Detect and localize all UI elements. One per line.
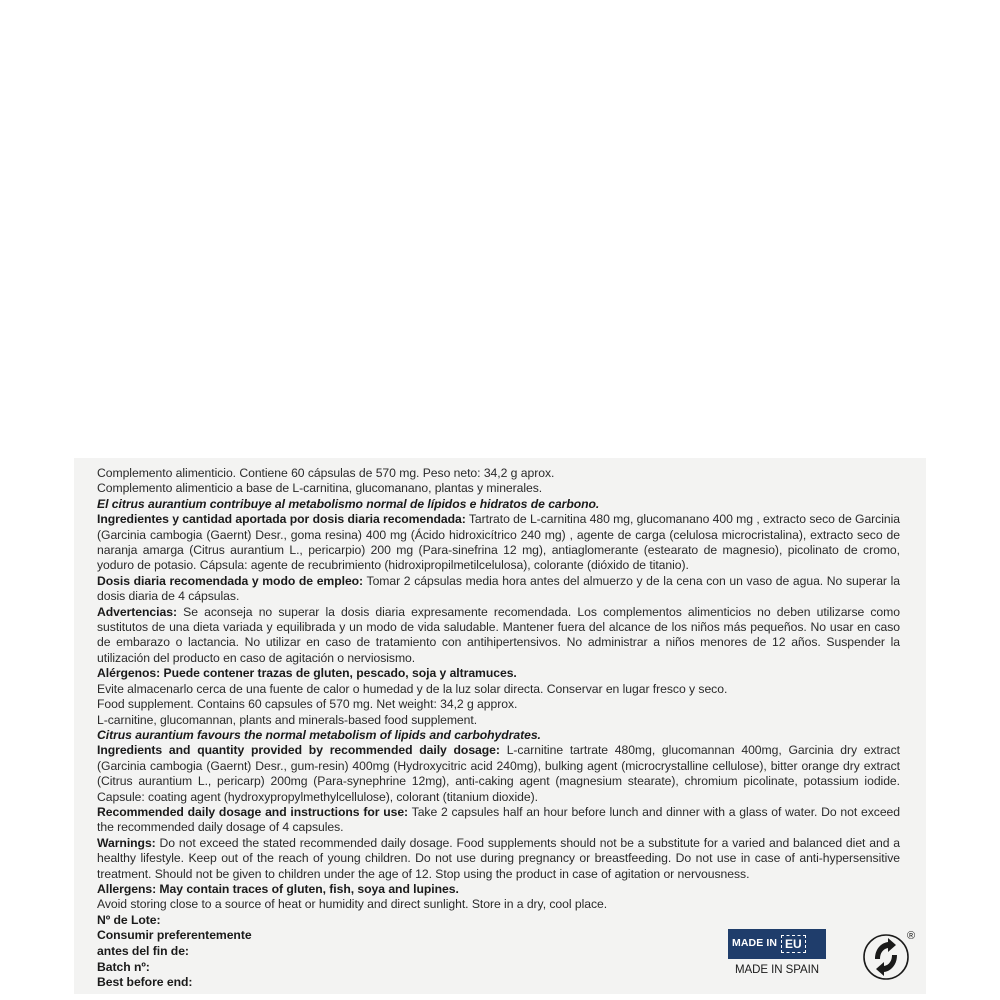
es-warnings-label: Advertencias: bbox=[97, 604, 177, 619]
en-dosage-text: Take 2 capsules half an hour before lunch and dinner with a glass of water. Do not exceed the recommended daily dosage of 4 capsules. bbox=[97, 804, 901, 835]
es-description: Complemento alimenticio. Contiene 60 cápsulas de 570 mg. Peso neto: 34,2 g aprox. bbox=[97, 466, 555, 480]
en-composition: L-carnitine, glucomannan, plants and minerals-based food supplement. bbox=[97, 712, 478, 727]
en-ingredients-text: L-carnitine tartrate 480mg, glucomannan 400mg, Garcinia dry extract (Garcinia cambogia (Gaernt) Desr., gum-resin) 400mg (Hydroxycitric acid 240mg), bulking agent (microcrystalline cellulose), bitter orange dry extract (Citrus aurantium L., pericarp) 200mg (Para-synephrine 12mg), anti-caking agent (magnesium stearate), chromium picolinate, potassium iodide. Capsule: coating agent (hydroxypropylmethylcellulose), colorant (titanium dioxide). bbox=[97, 743, 900, 804]
en-warnings-label: Warnings: bbox=[97, 835, 156, 850]
label-text bbox=[97, 466, 915, 993]
en-ingredients-label: Ingredients and quantity provided by recommended daily dosage: bbox=[97, 743, 500, 758]
es-composition: Complemento alimenticio a base de L-carnitina, glucomanano, plantas y minerales. bbox=[97, 481, 543, 496]
es-health-claim: El citrus aurantium contribuye al metabolismo normal de lípidos e hidratos de carbono. bbox=[97, 496, 600, 511]
en-description: Food supplement. Contains 60 capsules of 570 mg. Net weight: 34,2 g approx. bbox=[97, 697, 518, 712]
en-warnings-text: Do not exceed the stated recommended daily dosage. Food supplements should not be a substitute for a varied and balanced diet and a healthy lifestyle. Keep out of the reach of young children. Do not use during pregnancy or breastfeeding. Do not use in case of anti-hypersensitive treatment. Should not be given to children under the age of 12. Stop using the product in case of agitation or nervousness. bbox=[97, 835, 900, 881]
product-label-panel bbox=[74, 458, 926, 994]
made-in-eu-badge bbox=[728, 929, 826, 978]
en-storage: Avoid storing close to a source of heat or humidity and direct sunlight. Store in a dry, cool place. bbox=[97, 897, 608, 912]
es-dosage bbox=[97, 574, 900, 605]
eu-badge-box bbox=[728, 929, 826, 959]
consume-before-label: Consumir preferentemente bbox=[97, 928, 252, 943]
es-warnings bbox=[97, 605, 900, 667]
es-ingredients bbox=[97, 512, 900, 574]
batch-number-label: Batch nº: bbox=[97, 959, 150, 974]
lot-number-label: Nº de Lote: bbox=[97, 912, 161, 927]
made-in-spain-text: MADE IN SPAIN bbox=[734, 963, 820, 976]
consume-before-label-2: antes del fin de: bbox=[97, 943, 189, 958]
made-in-text: MADE IN bbox=[732, 937, 778, 950]
en-dosage-label: Recommended daily dosage and instructions for use: bbox=[97, 804, 409, 819]
es-ingredients-text: Tartrato de L-carnitina 480 mg, glucomanano 400 mg , extracto seco de Garcinia (Garcinia cambogia (Gaernt) Desr., goma resina) 400 mg (Ácido hidroxicítrico 240 mg) , agente de carga (celulosa microcristalina), extracto seco de naranja amarga (Citrus aurantium L., pericarpio) 200 mg (Para-sinefrina 12 mg), antiaglomerante (estearato de magnesio), picolinato de cromo, yoduro de potasio. Cápsula: agente de recubrimiento (hidroxipropilmetilcelulosa), colorante (dióxido de titanio). bbox=[97, 512, 900, 573]
label-footer bbox=[97, 912, 915, 993]
green-dot-recycling-icon bbox=[863, 929, 915, 981]
en-warnings bbox=[97, 836, 900, 882]
en-health-claim: Citrus aurantium favours the normal metabolism of lipids and carbohydrates. bbox=[97, 727, 541, 742]
es-warnings-text: Se aconseja no superar la dosis diaria expresamente recomendada. Los complementos alimenticios no deben utilizarse como sustitutos de una dieta variada y equilibrada y un modo de vida saludable. Mantener fuera del alcance de los niños más pequeños. No usar en caso de embarazo o lactancia. No utilizar en caso de tratamiento con antihipertensivos. No administrar a niños menores de 12 años. Suspender la utilización del producto en caso de agitación o nerviosismo. bbox=[97, 604, 900, 665]
es-dosage-text: Tomar 2 cápsulas media hora antes del almuerzo y de la cena con un vaso de agua. No superar la dosis diaria de 4 cápsulas. bbox=[97, 573, 900, 604]
es-dosage-label: Dosis diaria recomendada y modo de empleo: bbox=[97, 573, 364, 588]
registered-mark: ® bbox=[907, 929, 915, 942]
en-allergens: Allergens: May contain traces of gluten, fish, soya and lupines. bbox=[97, 881, 459, 896]
best-before-label: Best before end: bbox=[97, 975, 193, 990]
es-ingredients-label: Ingredientes y cantidad aportada por dosis diaria recomendada: bbox=[97, 512, 466, 527]
es-allergens: Alérgenos: Puede contener trazas de gluten, pescado, soja y altramuces. bbox=[97, 666, 517, 681]
es-storage: Evite almacenarlo cerca de una fuente de calor o humedad y de la luz solar directa. Conservar en lugar fresco y seco. bbox=[97, 681, 728, 696]
eu-text: EU bbox=[781, 935, 806, 953]
en-dosage bbox=[97, 805, 900, 836]
en-ingredients bbox=[97, 743, 900, 805]
